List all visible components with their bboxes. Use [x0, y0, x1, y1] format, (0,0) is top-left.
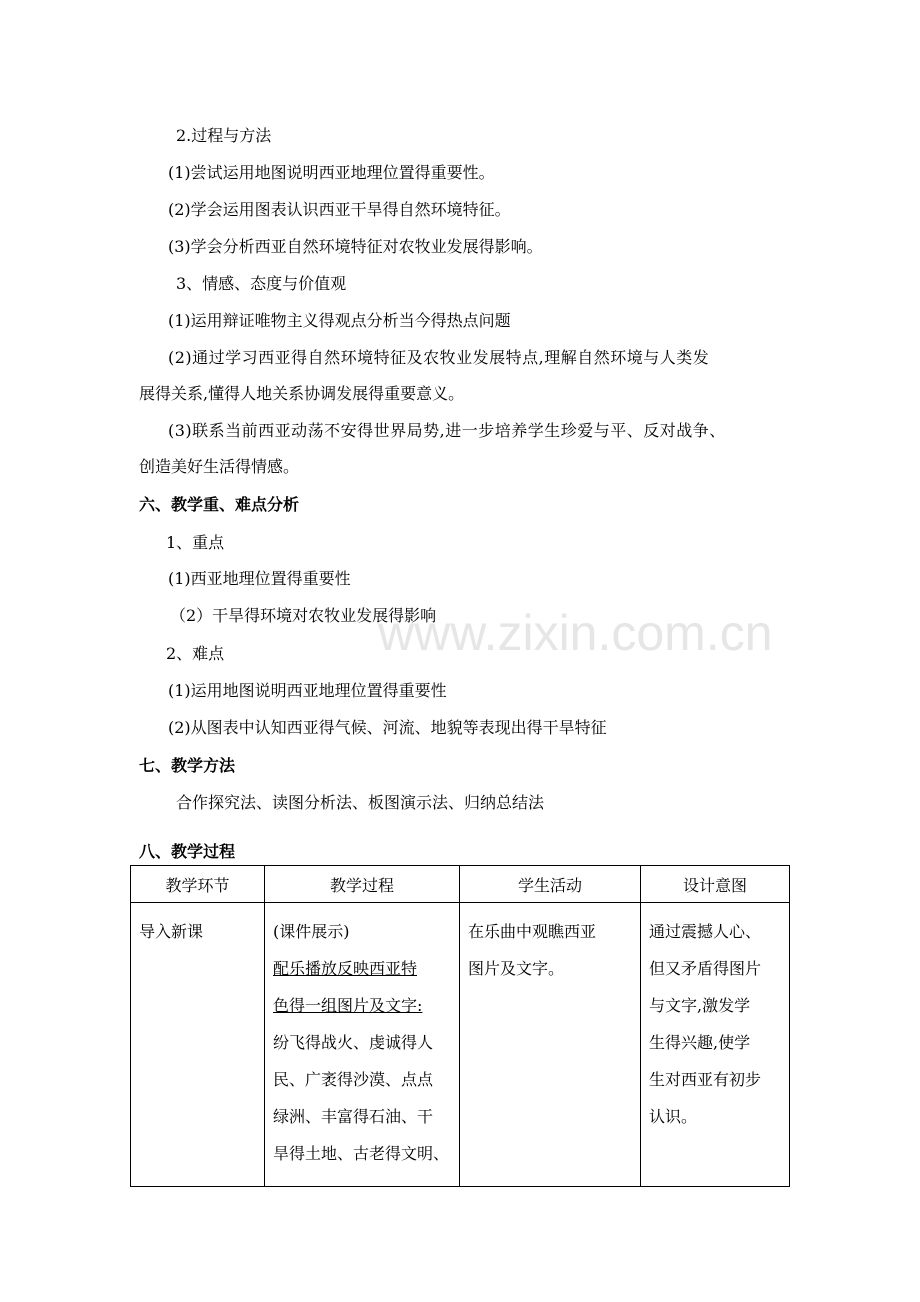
values-item-continued: 创造美好生活得情感。 — [139, 457, 300, 476]
process-heading: 2.过程与方法 — [176, 126, 272, 145]
process-line: 民、广袤得沙漠、点点 — [273, 1070, 434, 1089]
table-header: 学生活动 — [460, 866, 641, 903]
table-header: 教学过程 — [265, 866, 460, 903]
values-item: (1)运用辩证唯物主义得观点分析当今得热点问题 — [168, 311, 511, 330]
process-line: 纷飞得战火、虔诚得人 — [273, 1033, 434, 1052]
key-point-item: （2）干旱得环境对农牧业发展得影响 — [170, 606, 437, 625]
values-item-continued: 展得关系,懂得人地关系协调发展得重要意义。 — [139, 384, 465, 403]
difficult-points-heading: 2、难点 — [166, 644, 225, 663]
process-item: (3)学会分析西亚自然环境特征对农牧业发展得影响。 — [168, 237, 543, 256]
table-row — [131, 903, 790, 1187]
process-cell — [265, 903, 460, 1187]
process-line-underlined: 配乐播放反映西亚特 — [273, 959, 418, 978]
teaching-process-table — [130, 865, 790, 1187]
design-intent-line: 认识。 — [649, 1107, 698, 1126]
student-activity-line: 在乐曲中观瞧西亚 — [468, 922, 597, 941]
values-item: (3)联系当前西亚动荡不安得世界局势,进一步培养学生珍爱与平、反对战争、 — [168, 421, 726, 440]
table-header: 设计意图 — [641, 866, 790, 903]
design-intent-cell — [641, 903, 790, 1187]
difficult-point-item: (2)从图表中认知西亚得气候、河流、地貌等表现出得干旱特征 — [168, 718, 607, 737]
table-header: 教学环节 — [131, 866, 265, 903]
key-point-item: (1)西亚地理位置得重要性 — [168, 569, 351, 588]
values-item: (2)通过学习西亚得自然环境特征及农牧业发展特点,理解自然环境与人类发 — [168, 348, 710, 367]
section-heading-8: 八、教学过程 — [139, 842, 236, 861]
process-item: (1)尝试运用地图说明西亚地理位置得重要性。 — [168, 163, 495, 182]
key-points-heading: 1、重点 — [166, 533, 225, 552]
process-line: 旱得土地、古老得文明、 — [273, 1144, 450, 1163]
process-item: (2)学会运用图表认识西亚干旱得自然环境特征。 — [168, 200, 511, 219]
stage-cell — [131, 903, 265, 1187]
teaching-methods: 合作探究法、读图分析法、板图演示法、归纳总结法 — [176, 793, 545, 812]
process-line: 绿洲、丰富得石油、干 — [273, 1107, 434, 1126]
design-intent-line: 生对西亚有初步 — [649, 1070, 762, 1089]
stage-text: 导入新课 — [139, 922, 204, 941]
difficult-point-item: (1)运用地图说明西亚地理位置得重要性 — [168, 681, 447, 700]
design-intent-line: 生得兴趣,使学 — [649, 1033, 751, 1052]
design-intent-line: 但又矛盾得图片 — [649, 959, 762, 978]
design-intent-line: 通过震撼人心、 — [649, 922, 762, 941]
process-line: (课件展示) — [273, 922, 350, 941]
table-header-row — [131, 866, 790, 903]
design-intent-line: 与文字,激发学 — [649, 996, 751, 1015]
process-line-underlined-text: 色得一组图片及文字: — [273, 996, 423, 1015]
section-heading-6: 六、教学重、难点分析 — [139, 495, 300, 514]
values-heading: 3、情感、态度与价值观 — [176, 274, 347, 293]
section-heading-7: 七、教学方法 — [139, 756, 236, 775]
student-activity-cell — [460, 903, 641, 1187]
watermark: www.zixin.com.cn — [378, 605, 773, 661]
student-activity-line: 图片及文字。 — [468, 959, 565, 978]
process-line-underlined — [273, 987, 451, 1024]
